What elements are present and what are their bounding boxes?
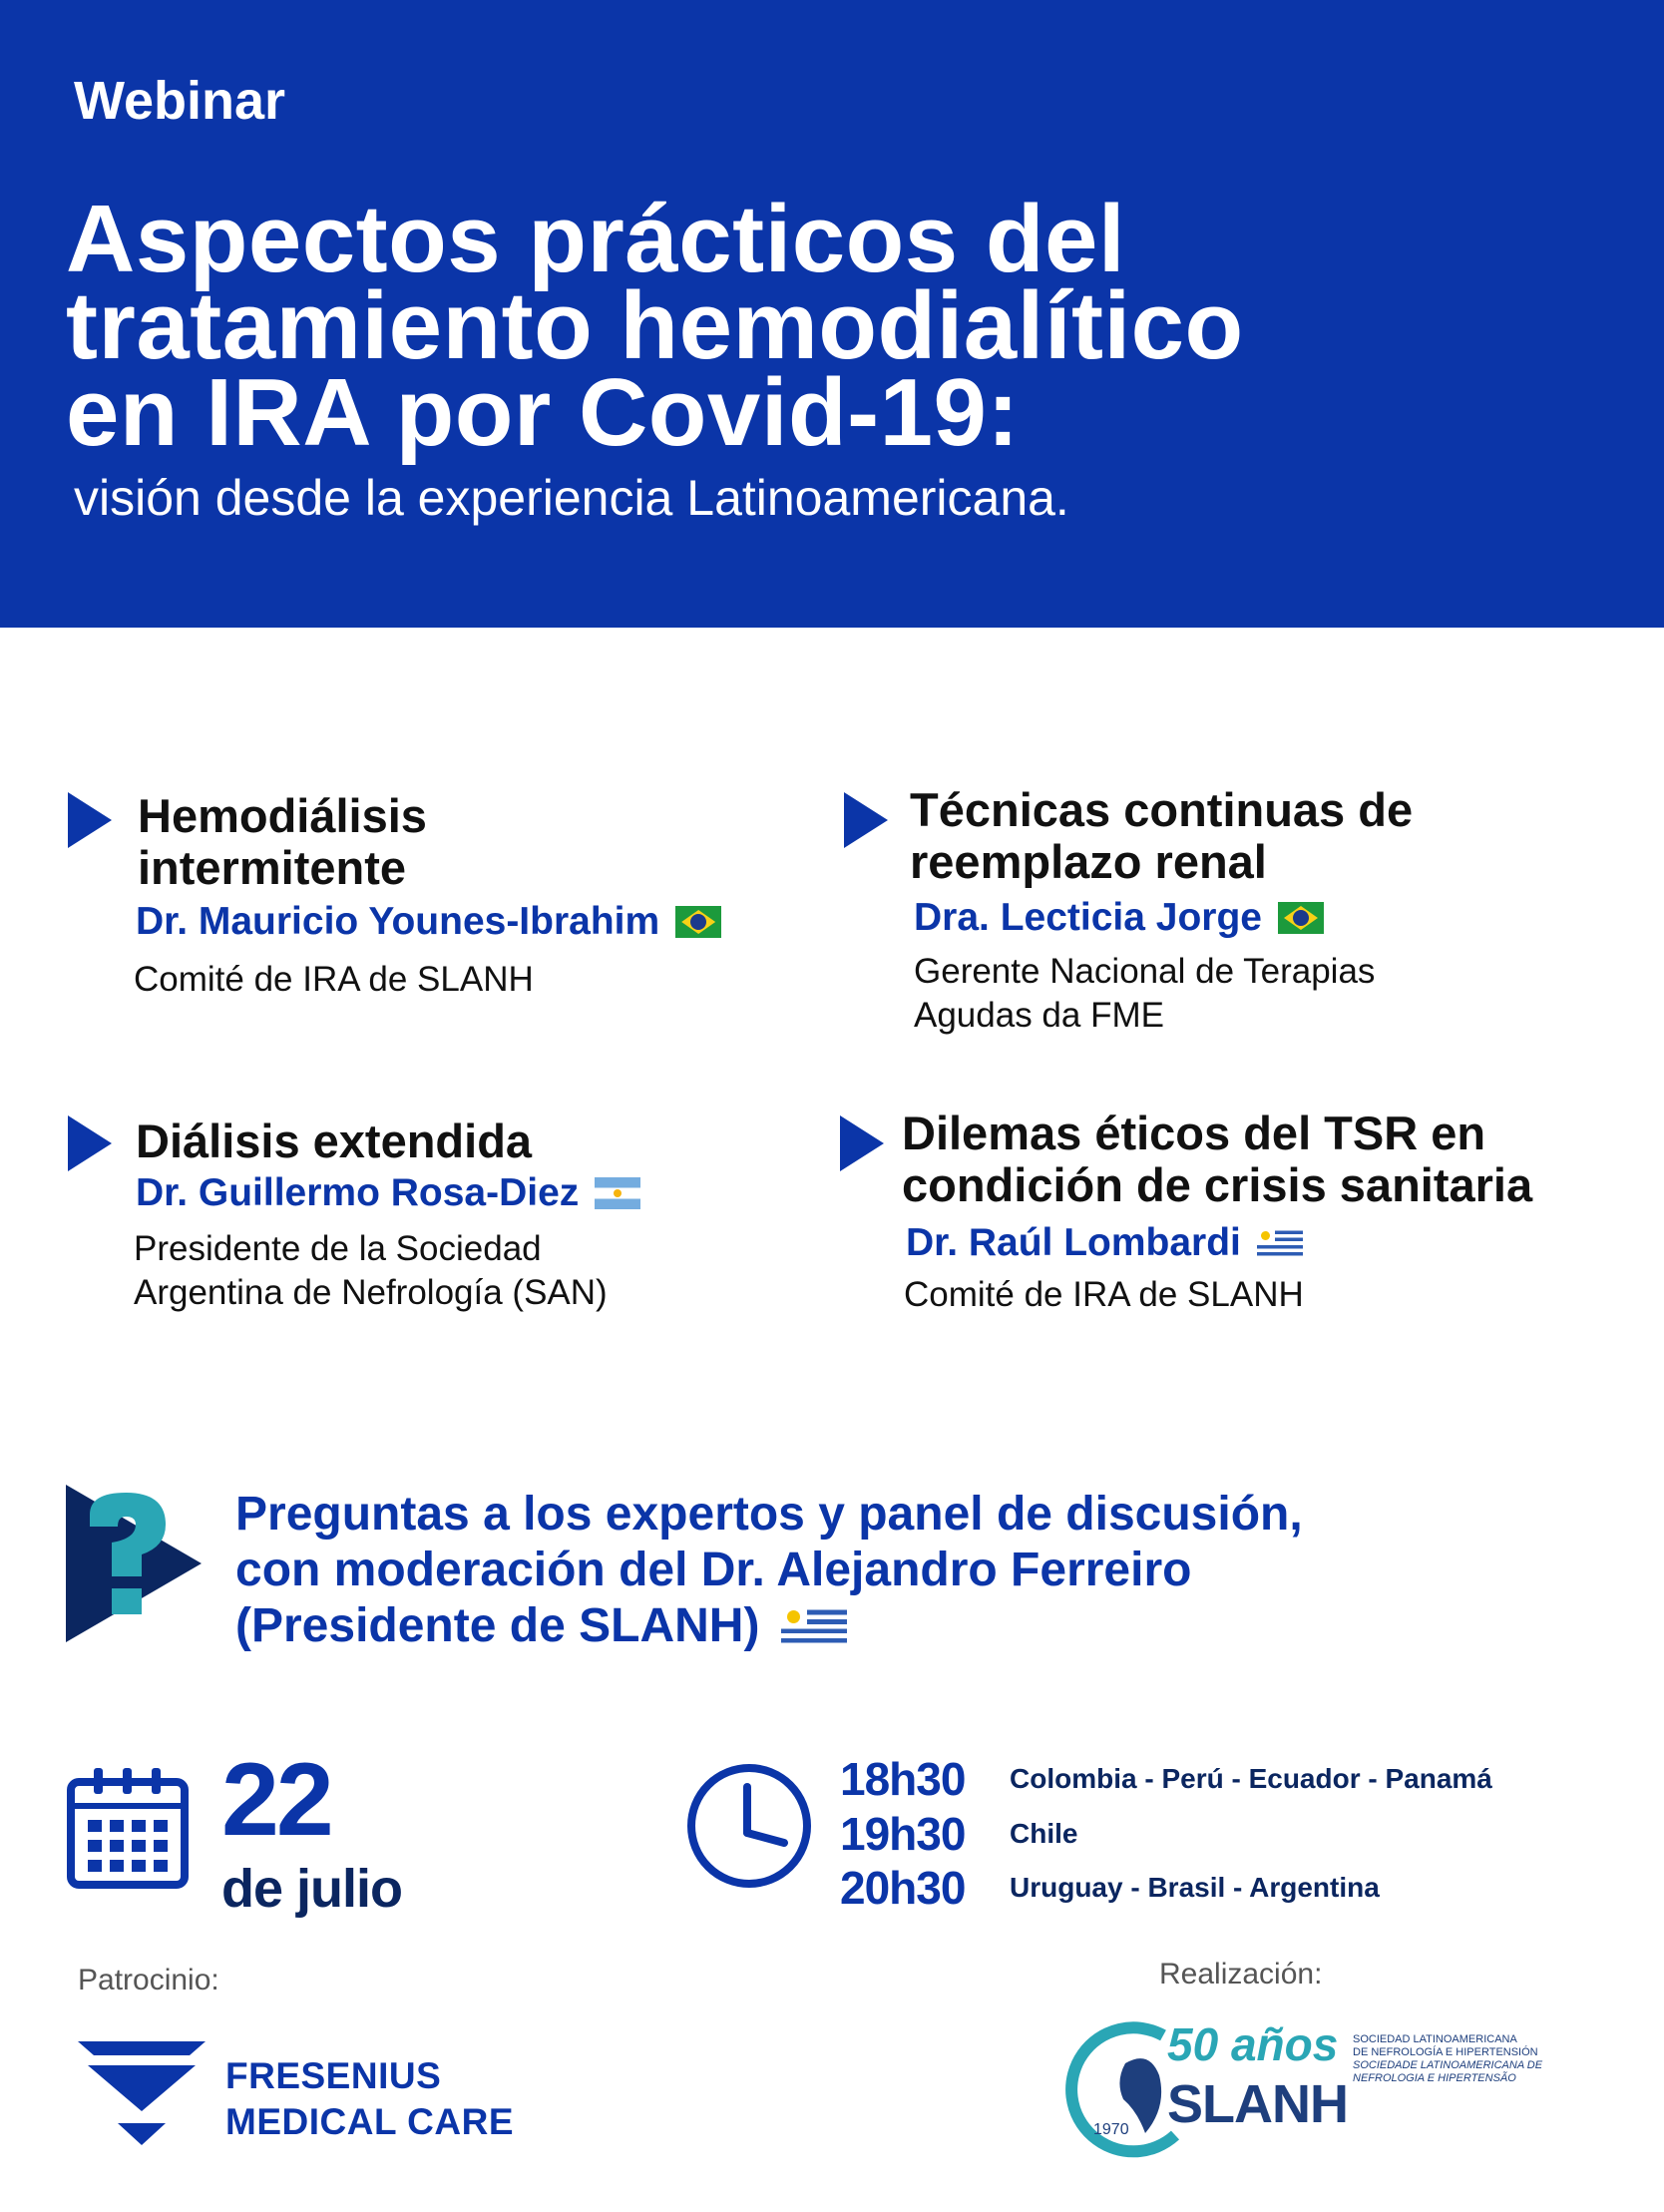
session-title	[136, 1115, 532, 1167]
schedule-places: Chile	[1010, 1818, 1078, 1849]
schedule-row	[840, 1861, 1380, 1915]
webinar-kicker: Webinar	[74, 71, 286, 131]
slanh-tagline-line: NEFROLOGIA E HIPERTENSÃO	[1353, 2072, 1516, 2084]
sponsor-name-line: FRESENIUS	[225, 2055, 442, 2096]
panel-text	[235, 1487, 1303, 1654]
slanh-tagline	[1353, 2033, 1542, 2085]
play-arrow-icon	[844, 792, 888, 848]
speaker-role-line: Argentina de Nefrología (SAN)	[134, 1273, 608, 1312]
brazil-flag-icon	[675, 906, 721, 938]
play-arrow-icon	[68, 792, 112, 848]
schedule-places: Colombia - Perú - Ecuador - Panamá	[1010, 1763, 1492, 1794]
title-line: en IRA por Covid-19:	[66, 359, 1020, 466]
page-subtitle: visión desde la experiencia Latinoamericana.	[74, 470, 1069, 526]
speaker-role-line: Presidente de la Sociedad	[134, 1229, 542, 1268]
play-arrow-icon	[68, 1115, 112, 1171]
event-day: 22	[221, 1742, 331, 1858]
title-line: Aspectos prácticos del	[66, 186, 1126, 292]
brazil-flag-icon	[1278, 902, 1324, 934]
session-title-line: Diálisis extendida	[136, 1114, 533, 1167]
fresenius-logo-icon	[78, 2041, 206, 2145]
speaker-name-text: Dr. Guillermo Rosa-Diez	[136, 1171, 580, 1214]
speaker-role	[134, 958, 534, 1002]
speaker-role-line: Agudas da FME	[914, 996, 1164, 1035]
sponsor-name	[225, 2053, 514, 2145]
calendar-icon	[66, 1766, 190, 1890]
session-title-line: Técnicas continuas de	[910, 783, 1414, 836]
speaker-name-text: Dra. Lecticia Jorge	[914, 896, 1262, 939]
schedule-row	[840, 1752, 1492, 1806]
speaker-name	[136, 1171, 640, 1215]
schedule-places: Uruguay - Brasil - Argentina	[1010, 1872, 1380, 1903]
speaker-role-line: Gerente Nacional de Terapias	[914, 952, 1376, 991]
speaker-role-line: Comité de IRA de SLANH	[904, 1275, 1304, 1314]
speaker-role	[134, 1227, 608, 1315]
argentina-flag-icon	[595, 1177, 640, 1209]
session-title	[138, 790, 427, 894]
slanh-tagline-line: SOCIEDAD LATINOAMERICANA	[1353, 2033, 1517, 2045]
schedule-time: 19h30	[840, 1808, 966, 1860]
question-play-icon	[66, 1485, 202, 1642]
schedule-row	[840, 1807, 1077, 1861]
uruguay-flag-icon	[781, 1605, 847, 1647]
slanh-year: 1970	[1093, 2121, 1129, 2138]
header-banner	[0, 0, 1664, 628]
speaker-name	[906, 1221, 1303, 1265]
speaker-name-text: Dr. Mauricio Younes-Ibrahim	[136, 900, 660, 943]
slanh-tagline-line: SOCIEDADE LATINOAMERICANA DE	[1353, 2059, 1543, 2071]
session-title-line: Dilemas éticos del TSR en	[902, 1106, 1486, 1159]
uruguay-flag-icon	[1257, 1227, 1303, 1259]
speaker-role	[904, 1273, 1304, 1317]
session-title	[910, 784, 1413, 888]
speaker-name	[136, 900, 721, 944]
title-line: tratamiento hemodialítico	[66, 272, 1244, 379]
slanh-anniversary: 50 años	[1167, 2018, 1339, 2070]
speaker-role-line: Comité de IRA de SLANH	[134, 960, 534, 999]
play-arrow-icon	[840, 1115, 884, 1171]
session-title	[902, 1107, 1532, 1211]
speaker-role	[914, 950, 1375, 1038]
organizer-label: Realización:	[1159, 1958, 1323, 1991]
panel-line: con moderación del Dr. Alejandro Ferreiro	[235, 1544, 1192, 1596]
speaker-name-text: Dr. Raúl Lombardi	[906, 1221, 1241, 1264]
slanh-tagline-line: DE NEFROLOGÍA E HIPERTENSIÓN	[1353, 2046, 1538, 2058]
schedule-time: 18h30	[840, 1753, 966, 1805]
session-title-line: Hemodiálisis	[138, 789, 427, 842]
panel-line: Preguntas a los expertos y panel de discusión,	[235, 1488, 1303, 1541]
session-title-line: reemplazo renal	[910, 835, 1267, 888]
slanh-name: SLANH	[1167, 2074, 1348, 2134]
session-title-line: condición de crisis sanitaria	[902, 1158, 1533, 1211]
panel-line: (Presidente de SLANH)	[235, 1599, 760, 1652]
session-title-line: intermitente	[138, 841, 406, 894]
event-month: de julio	[221, 1859, 402, 1919]
sponsor-label: Patrocinio:	[78, 1964, 219, 1996]
speaker-name	[914, 896, 1324, 940]
schedule-time: 20h30	[840, 1862, 966, 1914]
page-title	[66, 186, 1562, 466]
sponsor-name-line: MEDICAL CARE	[225, 2101, 514, 2142]
panel-line-with-flag	[235, 1598, 1303, 1654]
clock-icon	[684, 1761, 814, 1891]
